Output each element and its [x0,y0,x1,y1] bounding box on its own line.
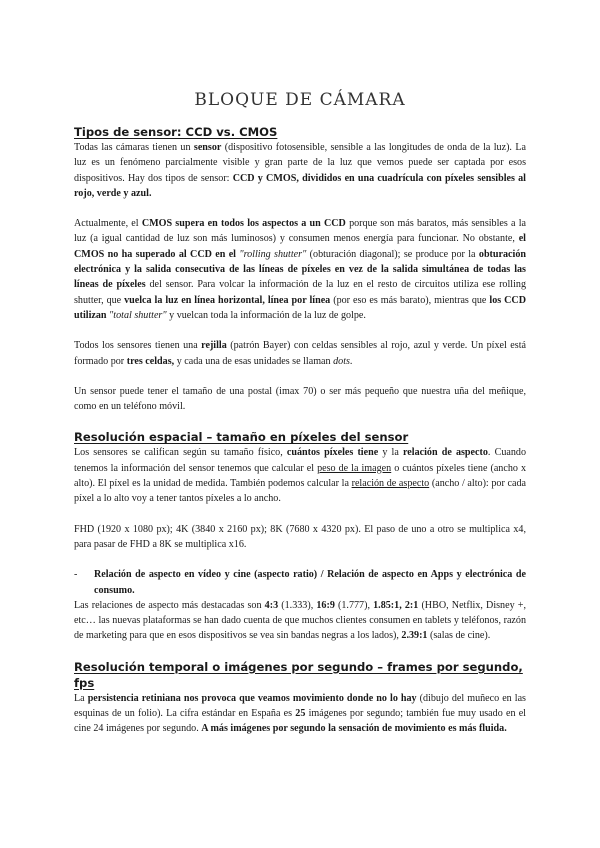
document-body [74,124,526,737]
paragraph-spatial-resolution: Los sensores se califican según su tamaño físico, cuántos píxeles tiene y la relación de aspecto. Cuando tenemos la información del sensor tenemos que calcular el peso de la imagen o cuántos píxeles tiene (ancho x alto). El píxel es la unidad de medida. También podemos calcular la relación de aspecto (ancho / alto): por cada píxel a lo alto voy a tener tantos píxeles a lo ancho. [74,447,526,505]
bullet-list [74,567,526,598]
paragraph-sensor-intro: Todas las cámaras tienen un sensor (dispositivo fotosensible, sensible a las longitudes de onda de la luz). La luz es un fenómeno parcialmente visible y gran parte de la luz que vemos puede ser captada por esos dispositivos. Hay dos tipos de sensor: CCD y CMOS, divididos en una cuadrícula con píxeles sensibles al rojo, verde y azul. [74,142,526,199]
paragraph-cmos-vs-ccd: Actualmente, el CMOS supera en todos los aspectos a un CCD porque son más baratos, más sensibles a la luz (a igual cantidad de luz son más luminosos) y consumen menos energía para funcionar. No obstante, el CMOS no ha superado al CCD en el "rolling shutter" (obturación diagonal); se produce por la obturación electrónica y la salida consecutiva de las líneas de píxeles en vez de la salida simultánea de todas las líneas de píxeles del sensor. Para volcar la información de la luz en el resto de circuitos utiliza ese rolling shutter, que vuelca la luz en línea horizontal, línea por línea (por eso es más barato), mientras que los CCD utilizan "total shutter" y vuelcan toda la información de la luz de golpe. [74,218,527,321]
paragraph-bayer-grid: Todos los sensores tienen una rejilla (patrón Bayer) con celdas sensibles al rojo, azul y verde. Un píxel está formado por tres celdas, y cada una de esas unidades se llaman dots. [74,340,526,367]
section-heading-sensor-types: Tipos de sensor: CCD vs. CMOS [74,125,278,139]
paragraph-sensor-size: Un sensor puede tener el tamaño de una postal (imax 70) o ser más pequeño que nuestra uña del meñique, como en un teléfono móvil. [74,385,526,413]
paragraph-resolutions: FHD (1920 x 1080 px); 4K (3840 x 2160 px); 8K (7680 x 4320 px). El paso de uno a otro se multiplica x4, para pasar de FHD a 8K se multiplica x16. [74,523,526,550]
list-item-aspect-ratio: - Relación de aspecto en vídeo y cine (aspecto ratio) / Relación de aspecto en Apps y electrónica de consumo. [74,567,526,598]
section-heading-spatial-resolution: Resolución espacial – tamaño en píxeles del sensor [74,430,409,445]
document-title: BLOQUE DE CÁMARA [194,90,406,110]
section-heading-temporal-resolution: Resolución temporal o imágenes por segundo – frames por segundo, fps [74,659,523,690]
paragraph-temporal-resolution: La persistencia retiniana nos provoca que veamos movimiento donde no lo hay (dibujo del muñeco en las esquinas de un folio). La cifra estándar en España es 25 imágenes por segundo; también fue muy usado en el cine 24 imágenes por segundo. A más imágenes por segundo la sensación de movimiento es más fluida. [74,692,526,735]
paragraph-aspect-ratios: Las relaciones de aspecto más destacadas son 4:3 (1.333), 16:9 (1.777), 1.85:1, 2:1 (HBO, Netflix, Disney +, etc… las nuevas plataformas se han dado cuenta de que muchos clientes consumen en tablets y teléfonos, razón de marketing para que en esos dispositivos se vea sin bandas negras a los lados), 2.39:1 (salas de cine). [74,599,526,642]
